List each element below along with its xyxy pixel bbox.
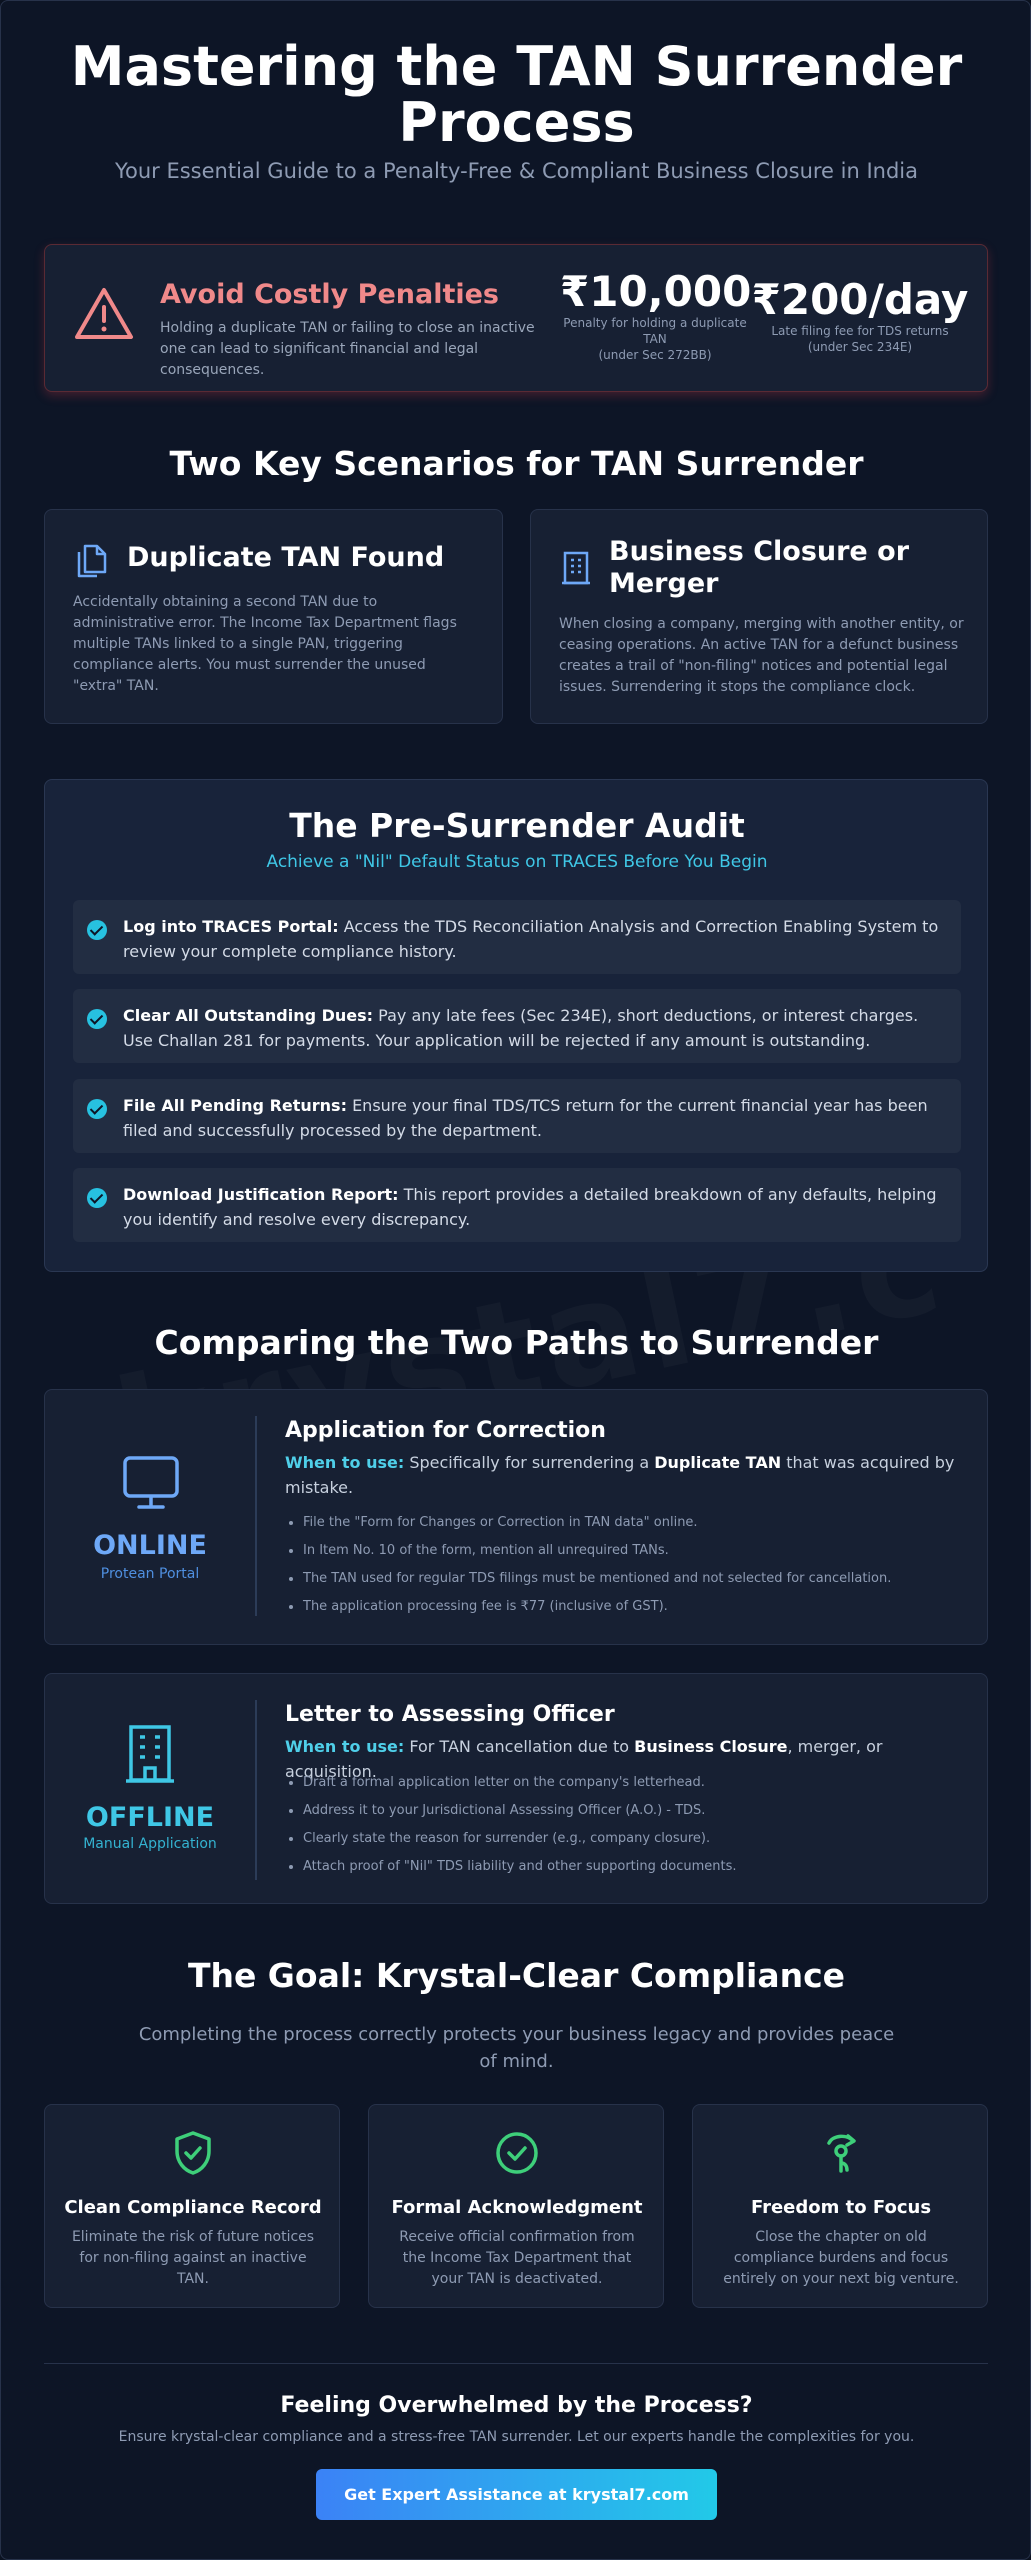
audit-step	[73, 1168, 961, 1242]
page-title: Mastering the TAN Surrender Process	[70, 35, 963, 154]
goal-heading: The Goal: Krystal-Clear Compliance	[187, 1956, 846, 1995]
office-building-icon	[123, 1724, 177, 1784]
scenario-description: Accidentally obtaining a second TAN due to administrative error. The Income Tax Department flags multiple TANs linked to a single PAN, triggering compliance alerts. You must surrender the unused "extra" TAN.	[73, 594, 457, 694]
when-text: For TAN cancellation due to	[404, 1737, 635, 1756]
audit-step-body: This report provides a detailed breakdown of any defaults, helping you identify and resolve every discrepancy.	[123, 1185, 937, 1229]
penalty-callout	[44, 244, 988, 392]
scenario-title: Duplicate TAN Found	[127, 542, 445, 573]
path-title: Letter to Assessing Officer	[285, 1702, 615, 1727]
scenarios-heading: Two Key Scenarios for TAN Surrender	[169, 444, 864, 483]
path-card-online	[44, 1389, 988, 1645]
goal-card-description: Eliminate the risk of future notices for non-filing against an inactive TAN.	[71, 2229, 315, 2287]
penalty-title: Avoid Costly Penalties	[160, 279, 500, 310]
computer-icon	[121, 1454, 181, 1512]
audit-step-body: Pay any late fees (Sec 234E), short deductions, or interest charges. Use Challan 281 for payments. Your application will be rejected if any amount is outstanding.	[123, 1006, 919, 1050]
scenario-title: Business Closure or Merger	[609, 536, 910, 599]
mode-sublabel: Protean Portal	[100, 1566, 200, 1582]
expert-assistance-button[interactable]: Get Expert Assistance at krystal7.com	[316, 2469, 717, 2520]
warning-triangle-icon	[73, 285, 135, 343]
goal-card-acknowledgment	[368, 2104, 664, 2308]
stat-value: ₹10,000	[560, 267, 752, 316]
audit-step-text	[123, 1093, 943, 1143]
path-steps-list	[303, 1514, 963, 1626]
audit-step-label: Log into TRACES Portal:	[123, 917, 339, 936]
stat-value: ₹200/day	[751, 275, 969, 324]
goal-card-title: Freedom to Focus	[750, 2197, 932, 2218]
goal-card-description: Receive official confirmation from the Income Tax Department that your TAN is deactivated.	[399, 2229, 635, 2287]
when-emphasis: Business Closure	[634, 1737, 788, 1756]
section-divider	[44, 2363, 988, 2364]
goal-card-title: Formal Acknowledgment	[391, 2197, 643, 2218]
when-emphasis: Duplicate TAN	[654, 1453, 782, 1472]
penalty-stat-duplicate	[560, 269, 750, 363]
person-arrow-icon	[817, 2129, 865, 2177]
list-item: • Clearly state the reason for surrender (e.g., company closure).	[303, 1830, 963, 1847]
audit-step-label: File All Pending Returns:	[123, 1096, 347, 1115]
when-label: When to use:	[285, 1737, 405, 1756]
check-circle-icon	[87, 920, 107, 940]
goal-card-freedom	[692, 2104, 988, 2308]
audit-step	[73, 989, 961, 1063]
when-text: Specifically for surrendering a	[404, 1453, 655, 1472]
path-card-offline	[44, 1673, 988, 1904]
audit-step-text	[123, 1003, 943, 1053]
when-text: , merger, or acquisition.	[285, 1737, 883, 1781]
penalty-description: Holding a duplicate TAN or failing to close an inactive one can lead to significant financial and legal consequences.	[160, 320, 535, 378]
when-label: When to use:	[285, 1453, 405, 1472]
list-item: • File the "Form for Changes or Correction in TAN data" online.	[303, 1514, 963, 1531]
mode-label: ONLINE	[93, 1530, 207, 1561]
stat-label: (under Sec 234E)	[807, 340, 913, 354]
list-item: • Draft a formal application letter on the company's letterhead.	[303, 1774, 963, 1791]
check-circle-icon	[87, 1188, 107, 1208]
stat-label: Late filing fee for TDS returns	[771, 324, 949, 338]
list-item: • Address it to your Jurisdictional Assessing Officer (A.O.) - TDS.	[303, 1802, 963, 1819]
stat-label: TAN	[643, 332, 667, 346]
shield-check-icon	[169, 2129, 217, 2177]
path-title: Application for Correction	[285, 1418, 606, 1443]
path-divider	[255, 1700, 257, 1880]
stat-label: (under Sec 272BB)	[598, 348, 712, 362]
page-subtitle: Your Essential Guide to a Penalty-Free & Compliant Business Closure in India	[114, 159, 919, 183]
check-circle-icon	[493, 2129, 541, 2177]
scenario-card-closure	[530, 509, 988, 724]
pre-surrender-audit	[44, 779, 988, 1272]
list-item: • In Item No. 10 of the form, mention all unrequired TANs.	[303, 1542, 963, 1559]
check-circle-icon	[87, 1009, 107, 1029]
paths-heading: Comparing the Two Paths to Surrender	[154, 1323, 879, 1362]
path-divider	[255, 1416, 257, 1616]
path-when-to-use	[285, 1450, 965, 1500]
audit-step-label: Clear All Outstanding Dues:	[123, 1006, 374, 1025]
audit-step-text	[123, 914, 943, 964]
audit-step-text	[123, 1182, 943, 1232]
list-item: • The application processing fee is ₹77 (inclusive of GST).	[303, 1598, 963, 1615]
audit-title: The Pre-Surrender Audit	[289, 806, 745, 845]
audit-step-label: Download Justification Report:	[123, 1185, 399, 1204]
audit-step-body: Access the TDS Reconciliation Analysis and Correction Enabling System to review your complete compliance history.	[123, 917, 939, 961]
goal-subtitle: Completing the process correctly protects your business legacy and provides peace of mind.	[138, 2024, 895, 2072]
penalty-stat-late-fee	[750, 277, 970, 355]
goal-card-title: Clean Compliance Record	[64, 2197, 322, 2218]
stat-label: Penalty for holding a duplicate	[563, 316, 747, 330]
cta-subtitle: Ensure krystal-clear compliance and a stress-free TAN surrender. Let our experts handle the complexities for you.	[118, 2429, 915, 2445]
path-steps-list	[303, 1774, 963, 1886]
when-text: that was acquired by mistake.	[285, 1453, 955, 1497]
mode-sublabel: Manual Application	[83, 1836, 217, 1852]
scenario-card-duplicate	[44, 509, 503, 724]
audit-step	[73, 1079, 961, 1153]
audit-step-body: Ensure your final TDS/TCS return for the current financial year has been filed and successfully processed by the department.	[123, 1096, 928, 1140]
list-item: • Attach proof of "Nil" TDS liability and other supporting documents.	[303, 1858, 963, 1875]
audit-step	[73, 900, 961, 974]
check-circle-icon	[87, 1099, 107, 1119]
scenario-description: When closing a company, merging with another entity, or ceasing operations. An active TAN for a defunct business creates a trail of "non-filing" notices and potential legal issues. Surrendering it stops the compliance clock.	[559, 616, 964, 695]
goal-card-description: Close the chapter on old compliance burdens and focus entirely on your next big venture.	[723, 2229, 959, 2287]
building-icon	[561, 550, 591, 586]
duplicate-files-icon	[75, 540, 109, 578]
audit-subtitle: Achieve a "Nil" Default Status on TRACES Before You Begin	[266, 852, 768, 872]
goal-card-clean-record	[44, 2104, 340, 2308]
mode-label: OFFLINE	[85, 1802, 215, 1833]
cta-title: Feeling Overwhelmed by the Process?	[280, 2393, 753, 2418]
list-item: • The TAN used for regular TDS filings must be mentioned and not selected for cancellation.	[303, 1570, 963, 1587]
